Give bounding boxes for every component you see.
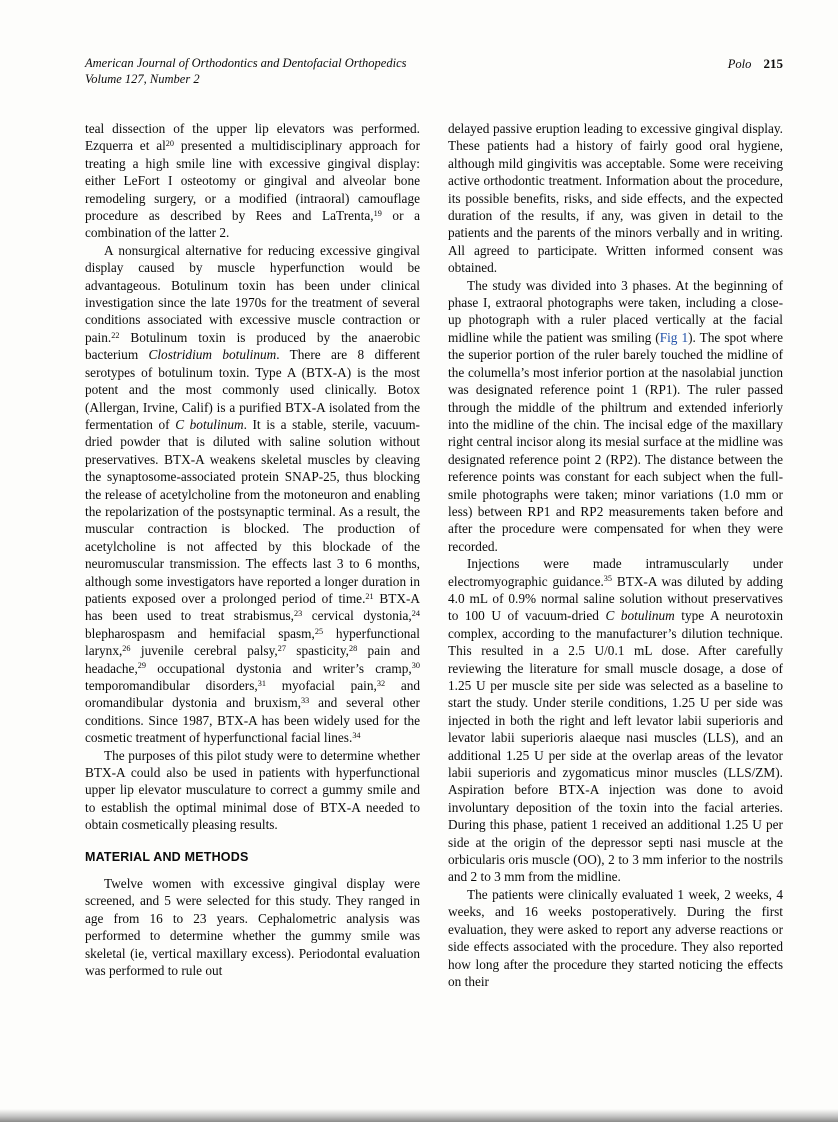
right-column bbox=[448, 120, 783, 990]
page-bottom-scan-edge bbox=[0, 1109, 838, 1122]
italic-term: C botulinum bbox=[605, 608, 675, 624]
citation-superscript: 19 bbox=[373, 208, 382, 218]
citation-superscript: 30 bbox=[411, 661, 420, 671]
paragraph: A nonsurgical alternative for reducing excessive gingival display caused by muscle hyperfunction would be advantageous. Botulinum toxin has been under clinical investigation since the late 1970s for the treatment of several conditions associated with excessive muscle contraction or pain.$^{22}$ Botulinum toxin is produced by the anaerobic bacterium Clostridium botulinum. There are 8 different serotypes of botulinum toxin. Type A (BTX-A) is the most potent and the most commonly used clinically. Botox (Allergan, Irvine, Calif) is a purified BTX-A isolated from the fermentation of C botulinum. It is a stable, sterile, vacuum-dried powder that is diluted with saline solution without preservatives. BTX-A weakens skeletal muscles by cleaving the synaptosome-associated protein SNAP-25, thus blocking the release of acetylcholine from the motoneuron and enabling the repolarization of the postsynaptic terminal. As a result, the muscular contraction is blocked. The production of acetylcholine is not affected by this blockade of the neuromuscular transmission. The effects last 3 to 6 months, although some investigators have reported a longer duration in patients exposed over a prolonged period of time.$^{21}$ BTX-A has been used to treat strabismus,$^{23}$ cervical dystonia,$^{24}$ blepharospasm and hemifacial spasm,$^{25}$ hyperfunctional larynx,$^{26}$ juvenile cerebral palsy,$^{27}$ spasticity,$^{28}$ pain and headache,$^{29}$ occupational dystonia and writer’s cramp,$^{30}$ temporomandibular disorders,$^{31}$ myofacial pain,$^{32}$ and oromandibular dystonia and bruxism,$^{33}$ and several other conditions. Since 1987, BTX-A has been widely used for the cosmetic treatment of hyperfunctional facial lines.$^{34}$ bbox=[85, 242, 421, 746]
article-body bbox=[85, 120, 783, 990]
journal-info bbox=[85, 56, 407, 87]
citation-superscript: 24 bbox=[411, 609, 420, 619]
citation-superscript: 31 bbox=[257, 678, 266, 688]
citation-superscript: 28 bbox=[348, 644, 358, 654]
section-heading: MATERIAL AND METHODS bbox=[85, 849, 249, 864]
citation-superscript: 21 bbox=[365, 591, 374, 601]
running-head bbox=[728, 56, 783, 73]
citation-superscript: 27 bbox=[277, 644, 286, 654]
page-header bbox=[85, 56, 783, 87]
paragraph: The study was divided into 3 phases. At the beginning of phase I, extraoral photographs were taken, including a close-up photograph with a ruler placed vertically at the facial midline while the patient was smiling (Fig 1). The spot where the superior portion of the ruler barely touched the midline of the columella’s most inferior portion at the nasolabial junction was designated reference point 1 (RP1). The ruler passed through the middle of the philtrum and extended inferiorly into the midline of the chin. The incisal edge of the maxillary right central incisor along its mesial surface at the midline was designated reference point 2 (RP2). The distance between the reference points was constant for each subject when the full-smile photographs were taken; minor variations (1.0 mm or less) between RP1 and RP2 measurements taken before and after the procedure were compensated for when they were recorded. bbox=[448, 277, 783, 554]
author-name: Polo bbox=[727, 57, 752, 71]
paragraph: Twelve women with excessive gingival display were screened, and 5 were selected for this study. They ranged in age from 16 to 23 years. Cephalometric analysis was performed to determine whether the gummy smile was skeletal (ie, vertical maxillary excess). Periodontal evaluation was performed to rule out bbox=[85, 876, 420, 979]
citation-superscript: 35 bbox=[603, 574, 613, 584]
italic-term: Clostridium botulinum bbox=[148, 347, 277, 363]
page-number: 215 bbox=[763, 56, 783, 71]
paragraph: Injections were made intramuscularly under electromyographic guidance.$^{35}$ BTX-A was diluted by adding 4.0 mL of 0.9% normal saline solution without preservatives to 100 U of vacuum-dried C botulinum type A neurotoxin complex, according to the manufacturer’s dilution technique. This resulted in a 2.5 U/0.1 mL dose. After carefully reviewing the literature for small muscle dosage, a dose of 1.25 U per muscle site per side was selected as a baseline to start the study. Under sterile conditions, 1.25 U per side was injected in both the right and left levator labii superioris and levator labii superioris alaeque nasi muscles (LLS), and an additional 1.25 U per side at the overlap areas of the levator labii superioris and zygomaticus minor muscles (LLS/ZM). Aspiration before BTX-A injection was done to avoid involuntary deposition of the toxin into the facial arteries. During this phase, patient 1 received an additional 1.25 U per side at the origin of the depressor septi nasi muscle at the orbicularis oris muscle (OO), 2 to 3 mm inferior to the nostrils and 2 to 3 mm from the midline. bbox=[448, 556, 783, 885]
citation-superscript: 34 bbox=[352, 731, 361, 741]
paragraph: delayed passive eruption leading to excessive gingival display. These patients had a history of fairly good oral hygiene, although mild gingivitis was acceptable. Some were receiving active orthodontic treatment. Information about the procedure, its possible benefits, risks, and side effects, and the expected duration of the results, if any, was given in detail to the patients and the parents of the minors verbally and in writing. All agreed to participate. Written informed consent was obtained. bbox=[448, 121, 783, 276]
italic-term: C botulinum bbox=[175, 416, 244, 432]
citation-superscript: 23 bbox=[294, 609, 303, 619]
citation-superscript: 33 bbox=[301, 696, 310, 706]
journal-title: American Journal of Orthodontics and Dentofacial Orthopedics bbox=[85, 56, 407, 70]
figure-reference-link[interactable]: Fig 1 bbox=[659, 329, 689, 345]
citation-superscript: 25 bbox=[314, 626, 324, 636]
citation-superscript: 20 bbox=[165, 139, 175, 149]
citation-superscript: 32 bbox=[376, 678, 386, 688]
citation-superscript: 29 bbox=[137, 661, 147, 671]
journal-issue: Volume 127, Number 2 bbox=[85, 71, 200, 86]
citation-superscript: 26 bbox=[122, 644, 131, 654]
paragraph: teal dissection of the upper lip elevators was performed. Ezquerra et al$^{20}$ presented a multidisciplinary approach for treating a high smile line with excessive gingival display: either LeFort I osteotomy or gingival and alveolar bone remodeling surgery, or a modified (intraoral) camouflage procedure as described by Rees and LaTrenta,$^{19}$ or a combination of the latter 2. bbox=[85, 121, 420, 241]
paragraph: The patients were clinically evaluated 1 week, 2 weeks, 4 weeks, and 16 weeks postoperatively. During the first evaluation, they were asked to report any adverse reactions or side effects associated with the procedure. They also reported how long after the procedure they started noticing the effects on their bbox=[448, 886, 783, 989]
citation-superscript: 22 bbox=[111, 330, 120, 340]
paragraph: The purposes of this pilot study were to determine whether BTX-A could also be used in patients with hyperfunctional upper lip elevator musculature to correct a gummy smile and to establish the optimal minimal dose of BTX-A needed to obtain cosmetically pleasing results. bbox=[85, 747, 420, 833]
left-column bbox=[85, 120, 420, 990]
